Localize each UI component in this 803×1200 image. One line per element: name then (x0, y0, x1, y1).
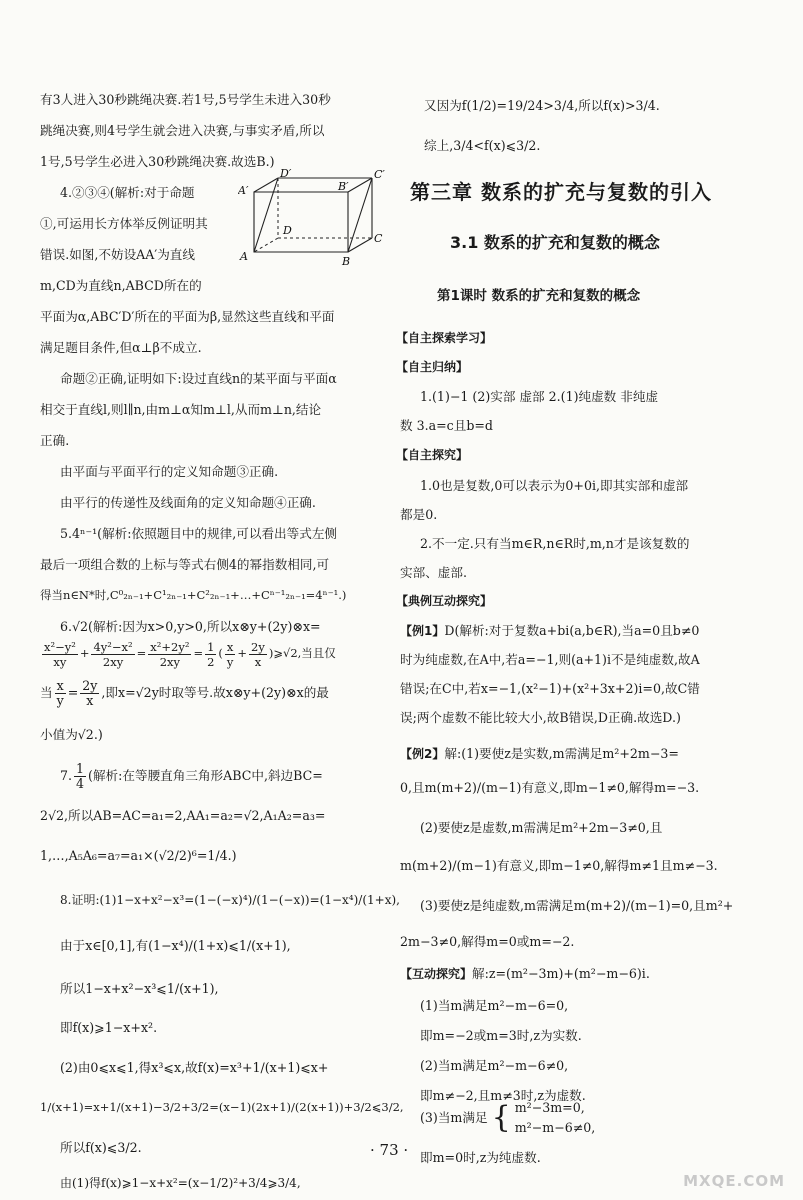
label-C: C (374, 232, 383, 245)
text-line: 正确. (40, 433, 70, 448)
text-line: m(m+2)/(m−1)有意义,即m−1≠0,解得m≠1且m≠−3. (400, 858, 718, 873)
text-line: m,CD为直线n,ABCD所在的 (40, 278, 202, 293)
text-line: 2.不一定.只有当m∈R,n∈R时,m,n才是该复数的 (420, 536, 690, 551)
fraction: $\frac{\text{x²−y²}}{xy}$ (44, 639, 76, 669)
label-B-prime: B′ (338, 180, 349, 193)
fraction: $\frac{x}{y}$ (226, 639, 234, 669)
heading-tag: 【自主归纳】 (396, 360, 469, 374)
text-line: 即m≠−2,且m≠3时,z为虚数. (420, 1088, 586, 1103)
text-line: 错误;在C中,若x=−1,(x²−1)+(x²+3x+2)i=0,故C错 (400, 681, 700, 696)
diagonal (348, 178, 372, 252)
text-line: 数 3.a=c且b=d (400, 418, 493, 433)
text-line: 有3人进入30秒跳绳决赛.若1号,5号学生未进入30秒 (40, 92, 331, 107)
text-line: (2)当m满足m²−m−6≠0, (420, 1058, 569, 1073)
label-A-prime: A′ (238, 184, 249, 197)
label-C-prime: C′ (374, 168, 385, 181)
text-line: 误;两个虚数不能比较大小,故B错误,D正确.故选D.) (400, 710, 681, 725)
text-line: 又因为f(1/2)=19/24>3/4,所以f(x)>3/4. (424, 98, 660, 113)
text-line: ①,可运用长方体举反例证明其 (40, 216, 208, 231)
text-line: 1.0也是复数,0可以表示为0+0i,即其实部和虚部 (420, 478, 689, 493)
text-line: 相交于直线l,则l∥n,由m⊥α知m⊥l,从而m⊥n,结论 (40, 402, 322, 417)
text-line: 所以1−x+x²−x³⩽1/(x+1), (60, 981, 219, 996)
heading-tag: 【例2】 (400, 747, 445, 761)
text-line: 满足题目条件,但α⊥β不成立. (40, 340, 202, 355)
fraction: $\frac{\text{x²+2y²}}{2xy}$ (150, 639, 190, 669)
text-line: 6.√2(解析:因为x>0,y>0,所以x⊗y+(2y)⊗x= (60, 619, 321, 634)
text-line: 【互动探究】解:z=(m²−3m)+(m²−m−6)i. (400, 966, 650, 981)
text-line: 平面为α,ABC′D′所在的平面为β,显然这些直线和平面 (40, 309, 335, 324)
text-line: 所以f(x)⩽3/2. (60, 1140, 142, 1155)
text-line: 0,且m(m+2)/(m−1)有意义,即m−1≠0,解得m=−3. (400, 780, 700, 795)
text-line: 5.4ⁿ⁻¹(解析:依照题目中的规律,可以看出等式左侧 (60, 526, 338, 541)
text-line: 命题②正确,证明如下:设过直线n的某平面与平面α (60, 371, 337, 386)
fraction: $\frac{\text{4y²−x²}}{2xy}$ (93, 639, 133, 669)
text-line: 由平行的传递性及线面角的定义知命题④正确. (60, 495, 316, 510)
heading-tag: 【互动探究】 (400, 967, 473, 981)
heading-tag: 【自主探索学习】 (396, 331, 493, 345)
text-line: 实部、虚部. (400, 565, 467, 580)
text-line: 【例1】D(解析:对于复数a+bi(a,b∈R),当a=0且b≠0 (400, 623, 700, 638)
formula-line: $\frac{\text{x²−y²}}{xy}$ + $\frac{\text{4y²−x²}}{2xy}$ = $\frac{\text{x²+2y²}}{2xy}$ = $\frac{1}{2}$ ( $\frac{x}{y}$ + $\frac{2y}{x}$ )⩾√2,当且仅 (44, 639, 336, 669)
text-line: 由(1)得f(x)⩾1−x+x²=(x−1/2)²+3/4⩾3/4, (60, 1176, 301, 1190)
text-line: 1号,5号学生必进入30秒跳绳决赛.故选B.) (40, 154, 275, 169)
heading-tag: 【自主探究】 (396, 448, 469, 462)
fraction: $\frac{1}{2}$ (207, 639, 215, 669)
label-D-prime: D′ (280, 168, 292, 180)
heading-tag: 【例1】 (400, 624, 445, 638)
text-line: 8.证明:(1)1−x+x²−x³=(1−(−x)⁴)/(1−(−x))=(1−x⁴)/(1+x), (60, 893, 400, 907)
watermark: MXQE.COM (683, 1172, 785, 1190)
text-line: (2)要使z是虚数,m需满足m²+2m−3≠0,且 (420, 820, 663, 835)
heading-tag: 【典例互动探究】 (396, 594, 493, 608)
lesson-title: 第1课时 数系的扩充和复数的概念 (437, 288, 641, 304)
formula-line: 7. $\frac{1}{4}$ (解析:在等腰直角三角形ABC中,斜边BC= (60, 761, 323, 791)
text-line: 跳绳决赛,则4号学生就会进入决赛,与事实矛盾,所以 (40, 123, 325, 138)
text-line: 都是0. (400, 507, 438, 522)
section-title: 3.1 数系的扩充和复数的概念 (450, 233, 660, 252)
text-line: (2)由0⩽x⩽1,得x³⩽x,故f(x)=x³+1/(x+1)⩽x+ (60, 1060, 329, 1075)
text-line: 时为纯虚数,在A中,若a=−1,则(a+1)i不是纯虚数,故A (400, 652, 700, 667)
text-line: 1/(x+1)=x+1/(x+1)−3/2+3/2=(x−1)(2x+1)/(2(x+1))+3/2⩽3/2, (40, 1100, 404, 1114)
text-line: 综上,3/4<f(x)⩽3/2. (424, 138, 541, 153)
system-of-equations: (3)当m满足 { m²−3m=0, m²−m−6≠0, (420, 1100, 596, 1135)
brace: { (491, 1100, 511, 1135)
chapter-title: 第三章 数系的扩充与复数的引入 (410, 180, 712, 204)
text-line: 即m=0时,z为纯虚数. (420, 1150, 541, 1165)
text-line: 由于x∈[0,1],有(1−x⁴)/(1+x)⩽1/(x+1), (60, 938, 291, 953)
fraction: $\frac{1}{4}$ (76, 761, 85, 791)
text-line: (3)要使z是纯虚数,m需满足m(m+2)/(m−1)=0,且m²+ (420, 898, 734, 913)
text-line: 即f(x)⩾1−x+x². (60, 1020, 158, 1035)
text-line: 小值为√2.) (40, 727, 103, 742)
text-line: 错误.如图,不妨设AA′为直线 (40, 247, 195, 262)
text-line: 4.②③④(解析:对于命题 (60, 185, 195, 200)
text-line: 1.(1)−1 (2)实部 虚部 2.(1)纯虚数 非纯虚 (420, 389, 659, 404)
fraction: $\frac{x}{y}$ (56, 678, 64, 708)
text-line: 2√2,所以AB=AC=a₁=2,AA₁=a₂=√2,A₁A₂=a₃= (40, 808, 326, 823)
label-A: A (240, 250, 248, 263)
text-line: 最后一项组合数的上标与等式右侧4的幂指数相同,可 (40, 557, 330, 572)
text-line: 得当n∈N*时,C⁰₂ₙ₋₁+C¹₂ₙ₋₁+C²₂ₙ₋₁+…+Cⁿ⁻¹₂ₙ₋₁=4ⁿ⁻¹.) (40, 588, 347, 602)
formula-line: 当 $\frac{x}{y}$ = $\frac{2y}{x}$ ,即x=√2y时取等号.故x⊗y+(2y)⊗x的最 (40, 678, 329, 708)
text-line: (1)当m满足m²−m−6=0, (420, 998, 569, 1013)
fraction: $\frac{2y}{x}$ (251, 639, 265, 669)
front-face (254, 192, 348, 252)
diagonal (254, 178, 278, 252)
cuboid-figure (238, 168, 388, 268)
text-line: 2m−3≠0,解得m=0或m=−2. (400, 934, 575, 949)
fraction: $\frac{2y}{x}$ (82, 678, 98, 708)
label-D: D (283, 224, 292, 237)
text-line: 1,…,A₅A₆=a₇=a₁×(√2/2)⁶=1/4.) (40, 848, 237, 863)
text-line: 由平面与平面平行的定义知命题③正确. (60, 464, 279, 479)
page-number: · 73 · (370, 1141, 409, 1159)
label-B: B (342, 255, 351, 268)
text-line: 即m=−2或m=3时,z为实数. (420, 1028, 582, 1043)
text-line: 【例2】解:(1)要使z是实数,m需满足m²+2m−3= (400, 746, 679, 761)
